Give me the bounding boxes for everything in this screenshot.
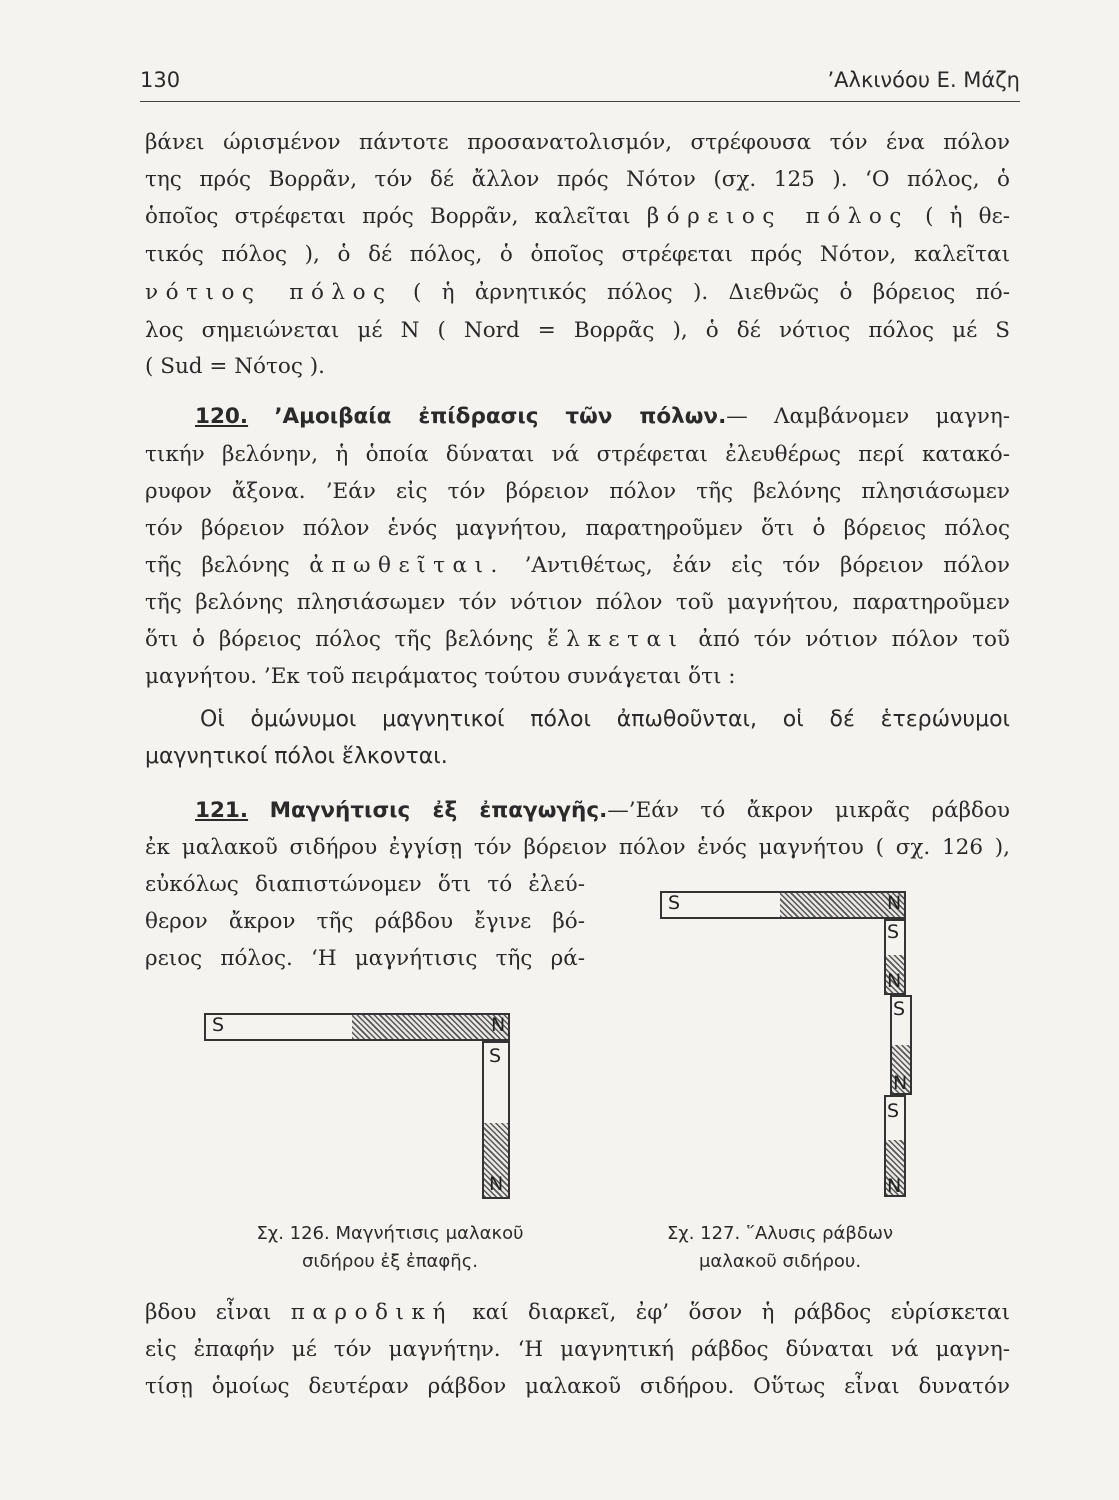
spaced-term: ἀπωθεῖται.: [309, 553, 505, 578]
north-hatch: [780, 893, 904, 917]
page-header: [140, 58, 1020, 98]
section-title: Μαγνήτισις ἐξ ἐπαγωγῆς.: [269, 798, 608, 823]
spaced-term: παροδική: [290, 1300, 453, 1325]
pole-label-s: S: [887, 1100, 900, 1122]
text-line: τικήν βελόνην, ἡ ὁποία δύναται νά στρέφεται ἐλευθέρως περί κατακό-: [145, 442, 1010, 467]
caption-line: Σχ. 126. Μαγνήτισις μαλακοῦ: [256, 1223, 524, 1244]
text-span: ἀπό τόν νότιον πόλον τοῦ: [698, 627, 1010, 652]
text-line: [145, 278, 1010, 308]
text-line: τίσῃ ὁμοίως δευτέραν ράβδον μαλακοῦ σιδήρου. Οὕτως εἶναι δυνατόν: [145, 1374, 1010, 1399]
text-line: τόν βόρειον πόλον ἑνός μαγνήτου, παρατηροῦμεν ὅτι ὁ βόρειος πόλος: [145, 516, 1010, 541]
rule-statement: μαγνητικοί πόλοι ἕλκονται.: [145, 744, 448, 769]
text-span: — Λαμβάνομεν μαγνη-: [726, 404, 1011, 429]
text-line: [145, 551, 1010, 581]
text-span: ὅτι ὁ βόρειος πόλος τῆς βελόνης: [145, 627, 534, 652]
text-line: μαγνήτου. ’Εκ τοῦ πειράματος τούτου συνάγεται ὅτι :: [145, 664, 736, 689]
section-120-heading: [195, 402, 1010, 432]
text-line: [145, 1298, 1010, 1328]
caption-line: μαλακοῦ σιδήρου.: [698, 1251, 862, 1272]
text-line: εἰς ἐπαφήν μέ τόν μαγνήτην. ‘Η μαγνητική ράβδος δύναται νά μαγνη-: [145, 1337, 1010, 1362]
text-span: καί διαρκεῖ, ἐφ’ ὅσον ἡ ράβδος εὑρίσκεται: [472, 1300, 1010, 1325]
running-head: ’Αλκινόου Ε. Μάζη: [827, 68, 1020, 92]
pole-label-n: N: [887, 970, 902, 992]
text-line: εὐκόλως διαπιστώνομεν ὅτι τό ἐλεύ-: [145, 872, 585, 897]
text-span: ( ἡ θε-: [925, 204, 1010, 229]
figure-caption: [620, 1220, 940, 1276]
spaced-term: νότιος πόλος: [145, 280, 393, 305]
pole-label-n: N: [489, 1173, 504, 1195]
text-line: θερον ἄκρον τῆς ράβδου ἔγινε βό-: [145, 909, 585, 934]
figure-caption: [225, 1220, 555, 1276]
text-line: βάνει ώρισμένον πάντοτε προσανατολισμόν, στρέφουσα τόν ένα πόλον: [145, 130, 1010, 155]
text-line: [145, 202, 1010, 232]
pole-label-n: N: [887, 1175, 902, 1197]
text-line: ἐκ μαλακοῦ σιδήρου ἐγγίσῃ τόν βόρειον πόλον ἑνός μαγνήτου ( σχ. 126 ),: [145, 835, 1010, 860]
text-line: λος σημειώνεται μέ Ν ( Nord = Βορρᾶς ), ὁ δέ νότιος πόλος μέ S: [145, 318, 1010, 343]
text-span: ’Αντιθέτως, ἐάν εἰς τόν βόρειον πόλον: [524, 553, 1010, 578]
text-span: βδου εἶναι: [145, 1300, 272, 1325]
text-line: τῆς βελόνης πλησιάσωμεν τόν νότιον πόλον τοῦ μαγνήτου, παρατηροῦμεν: [145, 590, 1010, 615]
pole-label-s: S: [489, 1045, 502, 1067]
section-title: ’Αμοιβαία ἐπίδρασις τῶν πόλων.: [274, 404, 727, 429]
header-rule: [140, 101, 1020, 102]
text-line: της πρός Βορρᾶν, τόν δέ ἄλλον πρός Νότον (σχ. 125 ). ‘Ο πόλος, ὁ: [145, 167, 1010, 192]
text-line: [145, 625, 1010, 655]
page-number: 130: [140, 68, 181, 92]
pole-label-n: N: [893, 1072, 908, 1094]
section-number: 121.: [195, 798, 249, 823]
text-span: ὁποῖος στρέφεται πρός Βορρᾶν, καλεῖται: [145, 204, 631, 229]
rule-statement: Οἱ ὁμώνυμοι μαγνητικοί πόλοι ἀπωθοῦνται, οἱ δέ ἑτερώνυμοι: [200, 707, 1010, 732]
section-121-heading: [195, 796, 1010, 826]
text-span: —’Εάν τό ἄκρον μικρᾶς ράβδου: [607, 798, 1010, 823]
pole-label-s: S: [893, 998, 906, 1020]
pole-label-s: S: [668, 892, 681, 914]
section-number: 120.: [195, 404, 249, 429]
text-line: τικός πόλος ), ὁ δέ πόλος, ὁ ὁποῖος στρέφεται πρός Νότον, καλεῖται: [145, 242, 1010, 267]
north-hatch: [352, 1015, 508, 1039]
pole-label-n: N: [491, 1014, 506, 1036]
text-span: ( ἡ ἀρνητικός πόλος ). Διεθνῶς ὁ βόρειος πό-: [412, 280, 1010, 305]
pole-label-s: S: [887, 921, 900, 943]
pole-label-n: N: [887, 892, 902, 914]
text-line: ρειος πόλος. ‘Η μαγνήτισις τῆς ρά-: [145, 946, 585, 971]
text-span: τῆς βελόνης: [145, 553, 290, 578]
text-line: ( Sud = Νότος ).: [145, 354, 325, 379]
caption-line: Σχ. 127. ῞Αλυσις ράβδων: [666, 1223, 894, 1244]
text-line: ρυφον ἄξονα. ’Εάν εἰς τόν βόρειον πόλον τῆς βελόνης πλησιάσωμεν: [145, 479, 1010, 504]
spaced-term: βόρειος πόλος: [646, 204, 909, 229]
pole-label-s: S: [212, 1014, 225, 1036]
spaced-term: ἕλκεται: [547, 627, 685, 652]
caption-line: σιδήρου ἐξ ἐπαφῆς.: [302, 1251, 478, 1272]
